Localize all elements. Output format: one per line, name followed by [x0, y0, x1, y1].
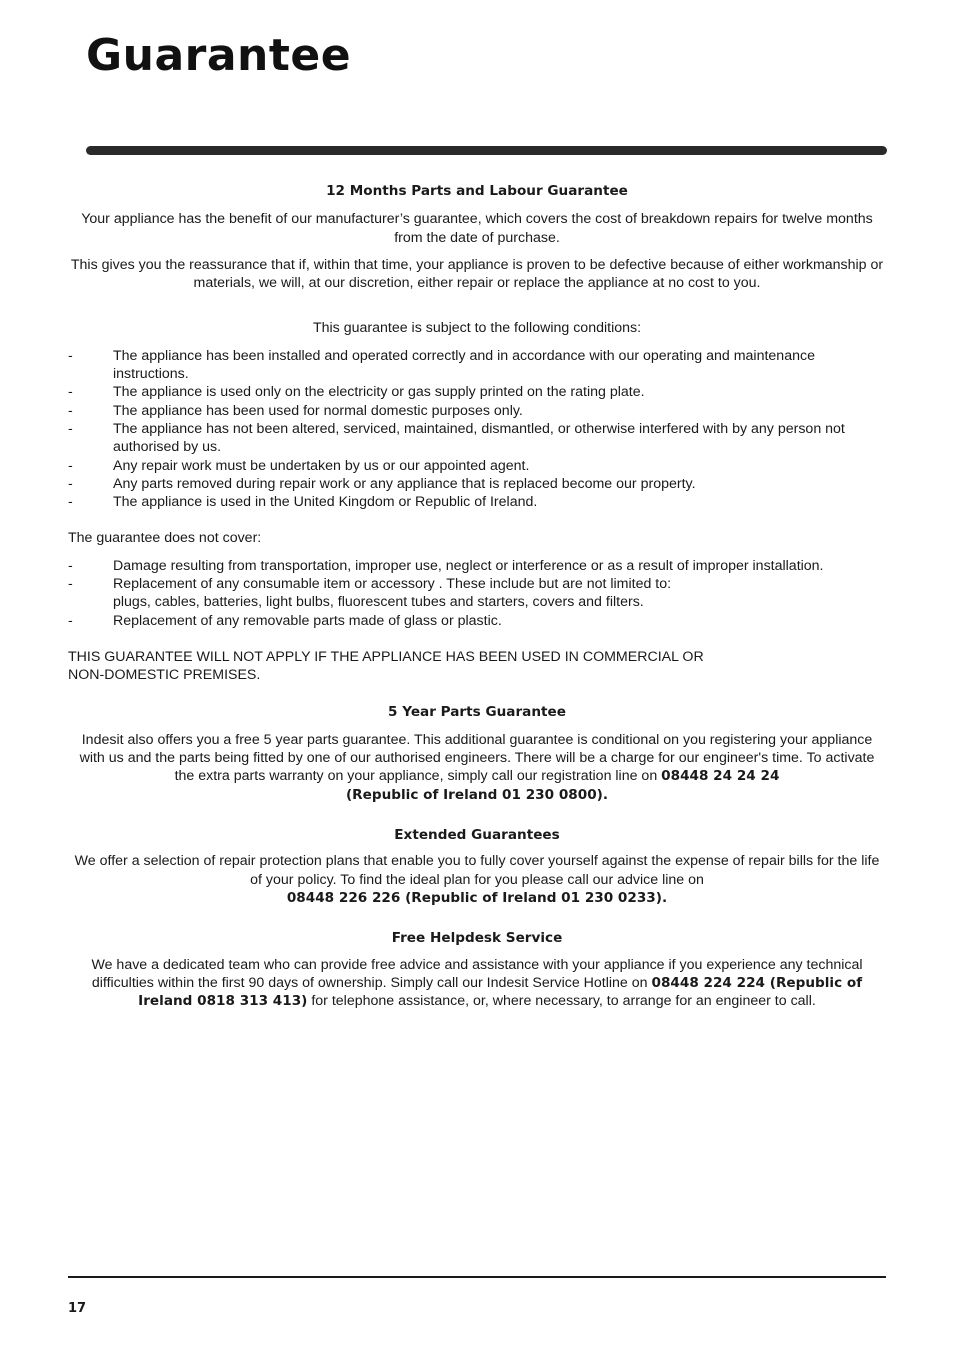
condition-text: The appliance is used in the United Kingdom or Republic of Ireland.: [113, 494, 538, 511]
registration-phone-ireland: (Republic of Ireland 01 230 0800).: [345, 786, 609, 803]
section-heading-extended: Extended Guarantees: [394, 827, 560, 844]
list-item: [68, 557, 886, 575]
section3-text: We offer a selection of repair protection plans that enable you to fully cover yourself against the expense of repair bills for the life of your policy. To find the ideal plan for you please call our advice line on: [74, 853, 880, 888]
dash-bullet: -: [68, 384, 73, 401]
page-number: 17: [68, 1301, 87, 1316]
exclusion-text: Damage resulting from transportation, improper use, neglect or interference or as a result of improper installation.: [113, 557, 824, 574]
condition-text: Any parts removed during repair work or any appliance that is replaced become our property.: [113, 475, 696, 492]
section4-paragraph: [68, 956, 886, 1011]
list-item: [68, 347, 886, 384]
condition-text: The appliance has been used for normal domestic purposes only.: [113, 402, 523, 419]
section-heading-5-year: 5 Year Parts Guarantee: [388, 703, 566, 720]
title-rule: [86, 146, 887, 155]
dash-bullet: -: [68, 402, 73, 419]
dash-bullet: -: [68, 557, 73, 574]
list-item: [68, 457, 886, 475]
guarantee-content: [68, 182, 886, 1019]
condition-text: The appliance has not been altered, serviced, maintained, dismantled, or otherwise interfered with by any person not authorised by us.: [113, 420, 845, 456]
dash-bullet: -: [68, 457, 73, 474]
condition-text: Any repair work must be undertaken by us or our appointed agent.: [113, 457, 530, 474]
registration-phone: 08448 24 24 24: [661, 768, 780, 785]
exclusion-text-continued: plugs, cables, batteries, light bulbs, fluorescent tubes and starters, covers and filters.: [113, 594, 644, 611]
warning-line-1: THIS GUARANTEE WILL NOT APPLY IF THE APPLIANCE HAS BEEN USED IN COMMERCIAL OR: [68, 648, 704, 665]
dash-bullet: -: [68, 475, 73, 492]
page-title: Guarantee: [86, 30, 352, 81]
list-item: [68, 420, 886, 457]
section4-text-after: for telephone assistance, or, where necessary, to arrange for an engineer to call.: [307, 993, 816, 1010]
list-item: [68, 493, 886, 511]
list-item: [68, 575, 886, 612]
list-item: [68, 475, 886, 493]
section2-text: Indesit also offers you a free 5 year parts guarantee. This additional guarantee is conditional on you registering your appliance with us and the parts being fitted by one of our authorised engineers. There will be a charge for our engineer's time. To activate the extra parts warranty on your appliance, simply call our registration line on: [79, 731, 875, 785]
advice-line-phone: 08448 226 226 (Republic of Ireland 01 230 0233).: [286, 889, 668, 906]
section2-paragraph: [68, 731, 886, 804]
section-heading-12-months: 12 Months Parts and Labour Guarantee: [326, 183, 628, 199]
exclusions-list: [68, 557, 886, 630]
list-item: [68, 402, 886, 420]
section4-text: We have a dedicated team who can provide free advice and assistance with your appliance if you experience any technical difficulties within the first 90 days of ownership. Simply call our Indesit Service Hotline on: [91, 956, 863, 991]
exclusion-text: Replacement of any consumable item or accessory . These include but are not limited to:: [113, 576, 672, 593]
conditions-intro: This guarantee is subject to the following conditions:: [312, 320, 642, 337]
commercial-use-warning: [68, 648, 886, 685]
dash-bullet: -: [68, 347, 73, 364]
dash-bullet: -: [68, 576, 73, 593]
exclusions-intro: The guarantee does not cover:: [68, 530, 262, 547]
section-heading-helpdesk: Free Helpdesk Service: [391, 930, 563, 947]
section3-paragraph: [68, 852, 886, 907]
service-hotline-phone: 08448 224 224 (Republic of Ireland 0818 313 413): [138, 974, 863, 1010]
dash-bullet: -: [68, 612, 73, 629]
condition-text: The appliance has been installed and operated correctly and in accordance with our operating and maintenance instructions.: [113, 347, 815, 383]
section1-paragraph-2: This gives you the reassurance that if, within that time, your appliance is proven to be defective because of either workmanship or materials, we will, at our discretion, either repair or replace the appliance at no cost to you.: [70, 256, 884, 292]
conditions-list: [68, 347, 886, 512]
exclusion-text: Replacement of any removable parts made of glass or plastic.: [113, 612, 502, 629]
list-item: [68, 612, 886, 630]
warning-line-2: NON-DOMESTIC PREMISES.: [68, 667, 261, 684]
list-item: [68, 383, 886, 401]
footer-rule: [68, 1276, 886, 1278]
dash-bullet: -: [68, 420, 73, 437]
dash-bullet: -: [68, 494, 73, 511]
condition-text: The appliance is used only on the electricity or gas supply printed on the rating plate.: [113, 384, 645, 401]
section1-paragraph-1: Your appliance has the benefit of our manufacturer’s guarantee, which covers the cost of breakdown repairs for twelve months from the date of purchase.: [81, 211, 873, 246]
